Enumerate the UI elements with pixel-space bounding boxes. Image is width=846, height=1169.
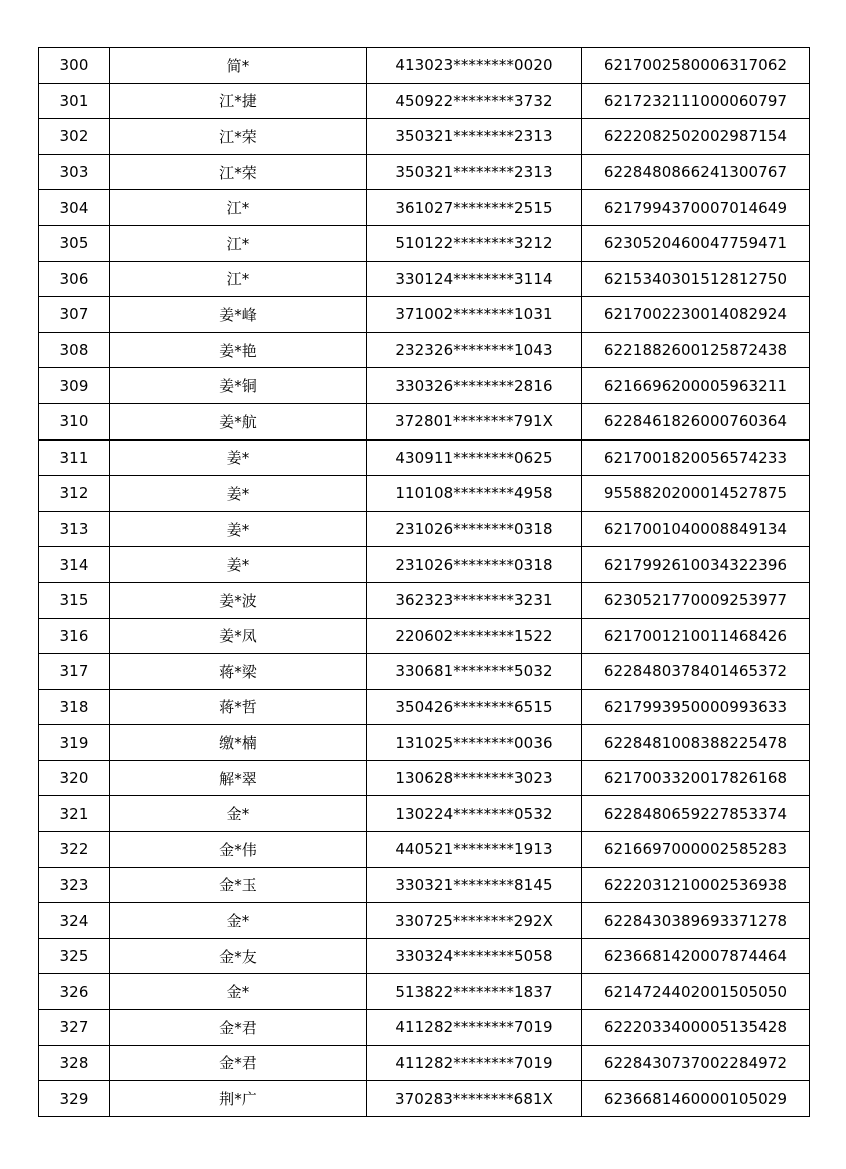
row-number-cell: 318 bbox=[39, 689, 110, 725]
account-number-cell: 6216697000002585283 bbox=[582, 832, 810, 868]
table-row bbox=[39, 1010, 810, 1046]
table-row bbox=[39, 476, 810, 512]
account-number-cell: 6217003320017826168 bbox=[582, 760, 810, 796]
id-number-cell: 450922********3732 bbox=[367, 83, 582, 119]
table-row bbox=[39, 190, 810, 226]
table-row bbox=[39, 582, 810, 618]
row-number-cell: 311 bbox=[39, 440, 110, 476]
account-number-cell: 6230521770009253977 bbox=[582, 582, 810, 618]
id-number-cell: 411282********7019 bbox=[367, 1010, 582, 1046]
table-row bbox=[39, 511, 810, 547]
id-number-cell: 330324********5058 bbox=[367, 938, 582, 974]
row-number-cell: 307 bbox=[39, 297, 110, 333]
name-cell: 江* bbox=[110, 190, 367, 226]
table-row bbox=[39, 119, 810, 155]
id-number-cell: 220602********1522 bbox=[367, 618, 582, 654]
id-number-cell: 350321********2313 bbox=[367, 119, 582, 155]
id-number-cell: 231026********0318 bbox=[367, 511, 582, 547]
row-number-cell: 329 bbox=[39, 1081, 110, 1117]
name-cell: 姜*艳 bbox=[110, 332, 367, 368]
name-cell: 金*君 bbox=[110, 1045, 367, 1081]
account-number-cell: 6217232111000060797 bbox=[582, 83, 810, 119]
row-number-cell: 326 bbox=[39, 974, 110, 1010]
name-cell: 姜*凤 bbox=[110, 618, 367, 654]
name-cell: 姜* bbox=[110, 476, 367, 512]
roster-table-body bbox=[39, 48, 810, 1117]
row-number-cell: 317 bbox=[39, 654, 110, 690]
id-number-cell: 350426********6515 bbox=[367, 689, 582, 725]
id-number-cell: 372801********791X bbox=[367, 403, 582, 439]
id-number-cell: 330321********8145 bbox=[367, 867, 582, 903]
table-row bbox=[39, 725, 810, 761]
id-number-cell: 370283********681X bbox=[367, 1081, 582, 1117]
name-cell: 金* bbox=[110, 974, 367, 1010]
id-number-cell: 330124********3114 bbox=[367, 261, 582, 297]
id-number-cell: 232326********1043 bbox=[367, 332, 582, 368]
row-number-cell: 301 bbox=[39, 83, 110, 119]
row-number-cell: 314 bbox=[39, 547, 110, 583]
table-row bbox=[39, 48, 810, 84]
row-number-cell: 315 bbox=[39, 582, 110, 618]
table-row bbox=[39, 154, 810, 190]
row-number-cell: 321 bbox=[39, 796, 110, 832]
table-row bbox=[39, 440, 810, 476]
id-number-cell: 430911********0625 bbox=[367, 440, 582, 476]
account-number-cell: 6228480866241300767 bbox=[582, 154, 810, 190]
name-cell: 金*玉 bbox=[110, 867, 367, 903]
row-number-cell: 306 bbox=[39, 261, 110, 297]
id-number-cell: 371002********1031 bbox=[367, 297, 582, 333]
id-number-cell: 330725********292X bbox=[367, 903, 582, 939]
row-number-cell: 323 bbox=[39, 867, 110, 903]
row-number-cell: 319 bbox=[39, 725, 110, 761]
id-number-cell: 361027********2515 bbox=[367, 190, 582, 226]
row-number-cell: 300 bbox=[39, 48, 110, 84]
account-number-cell: 6230520460047759471 bbox=[582, 225, 810, 261]
id-number-cell: 350321********2313 bbox=[367, 154, 582, 190]
account-number-cell: 6228430737002284972 bbox=[582, 1045, 810, 1081]
table-row bbox=[39, 368, 810, 404]
table-row bbox=[39, 760, 810, 796]
table-row bbox=[39, 261, 810, 297]
table-row bbox=[39, 974, 810, 1010]
account-number-cell: 6217002230014082924 bbox=[582, 297, 810, 333]
account-number-cell: 6216696200005963211 bbox=[582, 368, 810, 404]
id-number-cell: 130628********3023 bbox=[367, 760, 582, 796]
account-number-cell: 6217002580006317062 bbox=[582, 48, 810, 84]
table-row bbox=[39, 83, 810, 119]
row-number-cell: 316 bbox=[39, 618, 110, 654]
table-row bbox=[39, 1081, 810, 1117]
name-cell: 荆*广 bbox=[110, 1081, 367, 1117]
table-row bbox=[39, 297, 810, 333]
name-cell: 金*君 bbox=[110, 1010, 367, 1046]
name-cell: 江* bbox=[110, 225, 367, 261]
id-number-cell: 131025********0036 bbox=[367, 725, 582, 761]
id-number-cell: 513822********1837 bbox=[367, 974, 582, 1010]
table-row bbox=[39, 903, 810, 939]
name-cell: 金*友 bbox=[110, 938, 367, 974]
account-number-cell: 6217001820056574233 bbox=[582, 440, 810, 476]
name-cell: 江*荣 bbox=[110, 154, 367, 190]
row-number-cell: 320 bbox=[39, 760, 110, 796]
row-number-cell: 310 bbox=[39, 403, 110, 439]
id-number-cell: 362323********3231 bbox=[367, 582, 582, 618]
table-row bbox=[39, 689, 810, 725]
name-cell: 姜* bbox=[110, 440, 367, 476]
table-row bbox=[39, 618, 810, 654]
table-row bbox=[39, 832, 810, 868]
account-number-cell: 6217992610034322396 bbox=[582, 547, 810, 583]
table-row bbox=[39, 332, 810, 368]
row-number-cell: 303 bbox=[39, 154, 110, 190]
row-number-cell: 302 bbox=[39, 119, 110, 155]
row-number-cell: 309 bbox=[39, 368, 110, 404]
name-cell: 姜*波 bbox=[110, 582, 367, 618]
account-number-cell: 6217994370007014649 bbox=[582, 190, 810, 226]
name-cell: 解*翠 bbox=[110, 760, 367, 796]
row-number-cell: 304 bbox=[39, 190, 110, 226]
name-cell: 蒋*哲 bbox=[110, 689, 367, 725]
account-number-cell: 6228461826000760364 bbox=[582, 403, 810, 439]
account-number-cell: 6215340301512812750 bbox=[582, 261, 810, 297]
row-number-cell: 313 bbox=[39, 511, 110, 547]
table-row bbox=[39, 867, 810, 903]
account-number-cell: 6222082502002987154 bbox=[582, 119, 810, 155]
account-number-cell: 6221882600125872438 bbox=[582, 332, 810, 368]
row-number-cell: 327 bbox=[39, 1010, 110, 1046]
account-number-cell: 6228480378401465372 bbox=[582, 654, 810, 690]
name-cell: 金* bbox=[110, 903, 367, 939]
id-number-cell: 330326********2816 bbox=[367, 368, 582, 404]
account-number-cell: 6228480659227853374 bbox=[582, 796, 810, 832]
account-number-cell: 9558820200014527875 bbox=[582, 476, 810, 512]
table-row bbox=[39, 225, 810, 261]
account-number-cell: 6217001040008849134 bbox=[582, 511, 810, 547]
name-cell: 金* bbox=[110, 796, 367, 832]
account-number-cell: 6217993950000993633 bbox=[582, 689, 810, 725]
id-number-cell: 411282********7019 bbox=[367, 1045, 582, 1081]
row-number-cell: 312 bbox=[39, 476, 110, 512]
account-number-cell: 6222033400005135428 bbox=[582, 1010, 810, 1046]
id-number-cell: 110108********4958 bbox=[367, 476, 582, 512]
account-number-cell: 6222031210002536938 bbox=[582, 867, 810, 903]
name-cell: 姜*峰 bbox=[110, 297, 367, 333]
name-cell: 江* bbox=[110, 261, 367, 297]
name-cell: 金*伟 bbox=[110, 832, 367, 868]
account-number-cell: 6217001210011468426 bbox=[582, 618, 810, 654]
table-row bbox=[39, 938, 810, 974]
account-number-cell: 6228430389693371278 bbox=[582, 903, 810, 939]
roster-table bbox=[38, 47, 810, 1117]
row-number-cell: 324 bbox=[39, 903, 110, 939]
name-cell: 简* bbox=[110, 48, 367, 84]
id-number-cell: 330681********5032 bbox=[367, 654, 582, 690]
name-cell: 姜* bbox=[110, 511, 367, 547]
name-cell: 姜*航 bbox=[110, 403, 367, 439]
table-row bbox=[39, 403, 810, 439]
id-number-cell: 413023********0020 bbox=[367, 48, 582, 84]
table-row bbox=[39, 654, 810, 690]
name-cell: 姜* bbox=[110, 547, 367, 583]
name-cell: 江*荣 bbox=[110, 119, 367, 155]
table-row bbox=[39, 796, 810, 832]
account-number-cell: 6236681460000105029 bbox=[582, 1081, 810, 1117]
id-number-cell: 231026********0318 bbox=[367, 547, 582, 583]
row-number-cell: 325 bbox=[39, 938, 110, 974]
row-number-cell: 328 bbox=[39, 1045, 110, 1081]
id-number-cell: 510122********3212 bbox=[367, 225, 582, 261]
row-number-cell: 322 bbox=[39, 832, 110, 868]
id-number-cell: 440521********1913 bbox=[367, 832, 582, 868]
row-number-cell: 305 bbox=[39, 225, 110, 261]
name-cell: 江*捷 bbox=[110, 83, 367, 119]
account-number-cell: 6236681420007874464 bbox=[582, 938, 810, 974]
account-number-cell: 6228481008388225478 bbox=[582, 725, 810, 761]
id-number-cell: 130224********0532 bbox=[367, 796, 582, 832]
table-row bbox=[39, 1045, 810, 1081]
name-cell: 姜*铜 bbox=[110, 368, 367, 404]
account-number-cell: 6214724402001505050 bbox=[582, 974, 810, 1010]
table-row bbox=[39, 547, 810, 583]
row-number-cell: 308 bbox=[39, 332, 110, 368]
name-cell: 缴*楠 bbox=[110, 725, 367, 761]
name-cell: 蒋*梁 bbox=[110, 654, 367, 690]
